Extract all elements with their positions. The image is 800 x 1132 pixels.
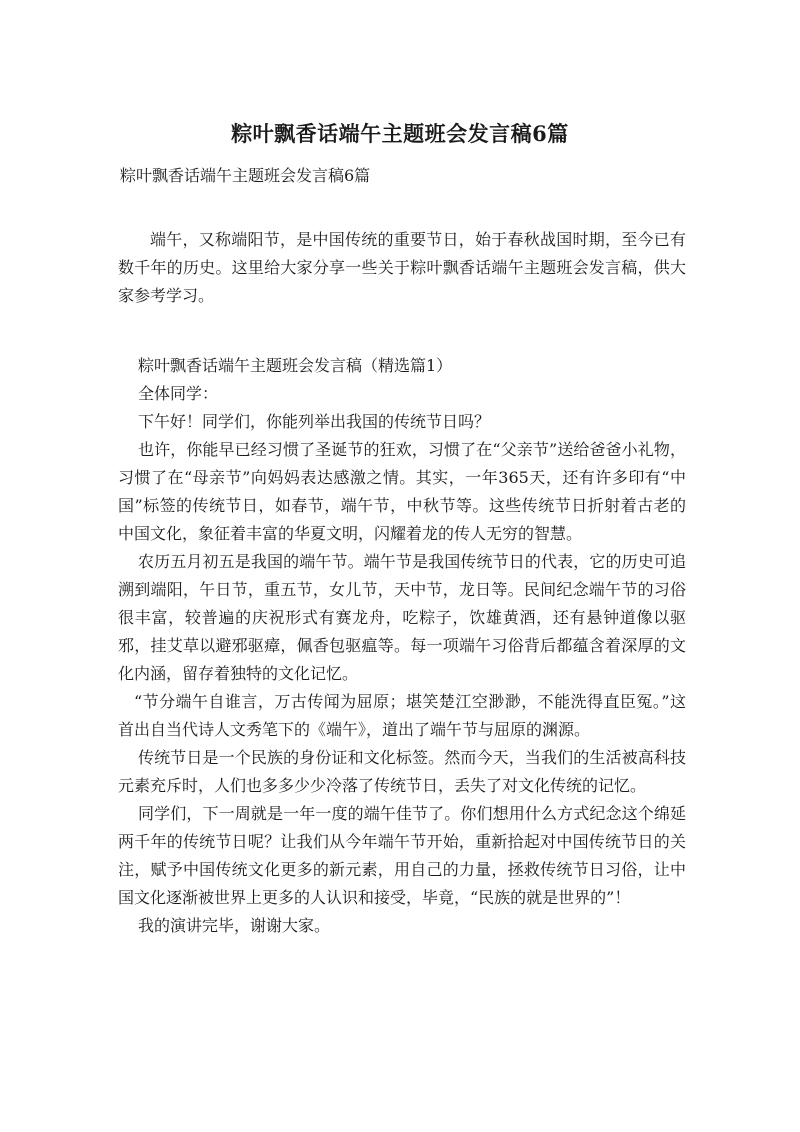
speech-section <box>118 352 686 940</box>
document-title: 粽叶飘香话端午主题班会发言稿6篇 <box>231 121 569 146</box>
document-subtitle: 粽叶飘香话端午主题班会发言稿6篇 <box>120 166 371 185</box>
speech-paragraph: 同学们，下一周就是一年一度的端午佳节了。你们想用什么方式纪念这个绵延两千年的传统节日呢？让我们从今年端午节开始，重新拾起对中国传统节日的关注，赋予中国传统文化更多的新元素，用自己的力量，拯救传统节日习俗，让中国文化逐渐被世界上更多的人认识和接受，毕竟，“民族的就是世界的”！ <box>118 804 686 907</box>
intro-paragraph: 端午，又称端阳节，是中国传统的重要节日，始于春秋战国时期，至今已有数千年的历史。这里给大家分享一些关于粽叶飘香话端午主题班会发言稿，供大家参考学习。 <box>118 230 686 305</box>
poem-quote-paragraph: “节分端午自谁言，万古传闻为屈原；堪笑楚江空渺渺，不能洗得直臣冤。”这首出自当代诗人文秀笔下的《端午》，道出了端午节与屈原的渊源。 <box>118 692 686 739</box>
greeting-line: 全体同学： <box>138 384 219 403</box>
closing-line: 我的演讲完毕，谢谢大家。 <box>138 916 331 935</box>
speech-paragraph: 传统节日是一个民族的身份证和文化标签。然而今天，当我们的生活被高科技元素充斥时，人们也多多少少冷落了传统节日，丢失了对文化传统的记忆。 <box>118 748 686 795</box>
section-heading: 粽叶飘香话端午主题班会发言稿（精选篇1） <box>138 356 453 375</box>
intro-block <box>118 226 686 310</box>
speech-paragraph: 农历五月初五是我国的端午节。端午节是我国传统节日的代表，它的历史可追溯到端阳，午日节，重五节，女儿节，天中节，龙日等。民间纪念端午节的习俗很丰富，较普遍的庆祝形式有赛龙舟，吃粽子，饮雄黄酒，还有悬钟道像以驱邪，挂艾草以避邪驱瘴，佩香包驱瘟等。每一项端午习俗背后都蕴含着深厚的文化内涵，留存着独特的文化记忆。 <box>118 552 686 683</box>
speech-paragraph: 下午好！同学们，你能列举出我国的传统节日吗？ <box>138 412 491 431</box>
speech-paragraph: 也许，你能早已经习惯了圣诞节的狂欢，习惯了在“父亲节”送给爸爸小礼物，习惯了在“母亲节”向妈妈表达感激之情。其实，一年365天，还有许多印有“中国”标签的传统节日，如春节，端午节，中秋节等。这些传统节日折射着古老的中国文化，象征着丰富的华夏文明，闪耀着龙的传人无穷的智慧。 <box>118 440 686 543</box>
